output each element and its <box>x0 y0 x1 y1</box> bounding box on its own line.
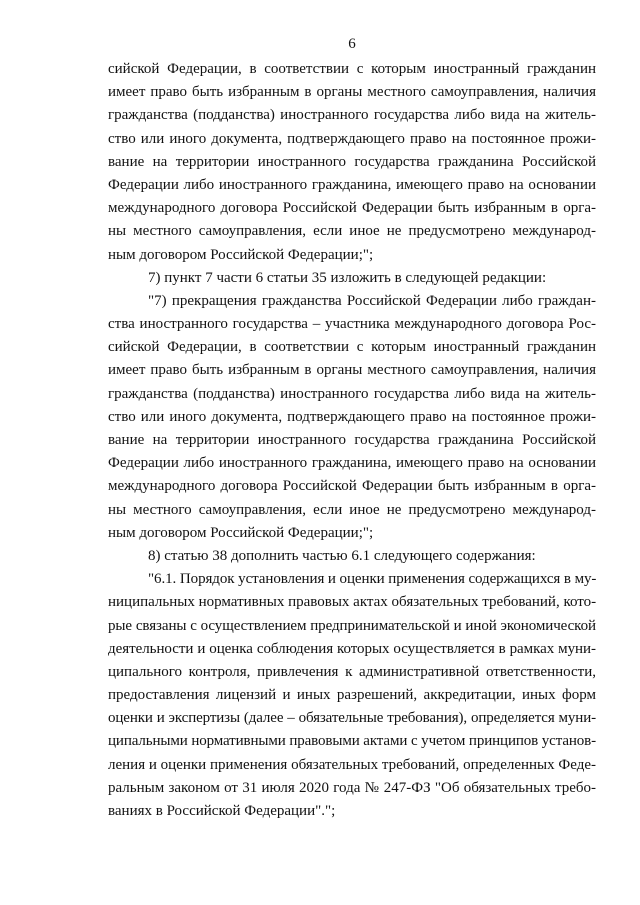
text-line: гражданства (подданства) иностранного государства либо вида на житель- <box>108 385 596 402</box>
text-line: оценки и экспертизы (далее – обязательные требования), определяется муни- <box>108 710 596 727</box>
text-line: международного договора Российской Федерации быть избранным в орга- <box>108 478 596 495</box>
text-line: 7) пункт 7 части 6 статьи 35 изложить в следующей редакции: <box>148 269 547 286</box>
text-line: рые связаны с осуществлением предпринимательской и иной экономической <box>108 617 596 634</box>
text-line: сийской Федерации, в соответствии с которым иностранный гражданин <box>108 339 596 356</box>
document-body <box>108 58 596 823</box>
text-line: вание на территории иностранного государства гражданина Российской <box>108 432 596 448</box>
text-line: Федерации либо иностранного гражданина, имеющего право на основании <box>108 455 596 472</box>
paragraph-item-7-text <box>108 290 596 545</box>
page-number: 6 <box>348 36 356 52</box>
text-line: имеет право быть избранным в органы местного самоуправления, наличия <box>108 362 596 379</box>
text-line: ны местного самоуправления, если иное не предусмотрено международ- <box>108 501 596 518</box>
text-line: ниципальных нормативных правовых актах обязательных требований, кото- <box>108 594 596 611</box>
paragraph-continuation <box>108 58 596 267</box>
paragraph-item-8-text <box>108 568 596 823</box>
text-line: ральным законом от 31 июля 2020 года № 247-ФЗ "Об обязательных требо- <box>108 779 596 796</box>
paragraph-item-8 <box>108 545 596 568</box>
text-line: гражданства (подданства) иностранного государства либо вида на житель- <box>108 107 596 124</box>
text-line: международного договора Российской Федерации быть избранным в орга- <box>108 200 596 217</box>
text-line: "7) прекращения гражданства Российской Федерации либо граждан- <box>148 292 596 309</box>
text-line: сийской Федерации, в соответствии с которым иностранный гражданин <box>108 61 596 77</box>
paragraph-item-7 <box>108 267 596 290</box>
text-line: ципального контроля, привлечения к административной ответственности, <box>108 663 596 680</box>
text-line: ным договором Российской Федерации;"; <box>108 246 374 263</box>
text-line: ство или иного документа, подтверждающего право на постоянное прожи- <box>108 408 596 425</box>
text-line: ство или иного документа, подтверждающего право на постоянное прожи- <box>108 130 596 147</box>
text-line: ства иностранного государства – участника международного договора Рос- <box>108 316 596 333</box>
text-line: деятельности и оценка соблюдения которых осуществляется в рамках муни- <box>108 640 596 657</box>
text-line: имеет право быть избранным в органы местного самоуправления, наличия <box>108 84 596 101</box>
text-line: ны местного самоуправления, если иное не предусмотрено международ- <box>108 223 596 240</box>
text-line: ваниях в Российской Федерации"."; <box>108 803 336 819</box>
text-line: ципальными нормативными правовыми актами с учетом принципов установ- <box>108 733 596 750</box>
text-line: Федерации либо иностранного гражданина, имеющего право на основании <box>108 176 596 193</box>
text-line: предоставления лицензий и иных разрешений, аккредитации, иных форм <box>108 687 596 704</box>
text-line: ления и оценки применения обязательных требований, определенных Феде- <box>108 756 596 773</box>
text-line: вание на территории иностранного государства гражданина Российской <box>108 153 596 170</box>
text-line: "6.1. Порядок установления и оценки применения содержащихся в му- <box>148 571 596 588</box>
text-line: ным договором Российской Федерации;"; <box>108 524 374 541</box>
text-line: 8) статью 38 дополнить частью 6.1 следующего содержания: <box>148 547 536 564</box>
